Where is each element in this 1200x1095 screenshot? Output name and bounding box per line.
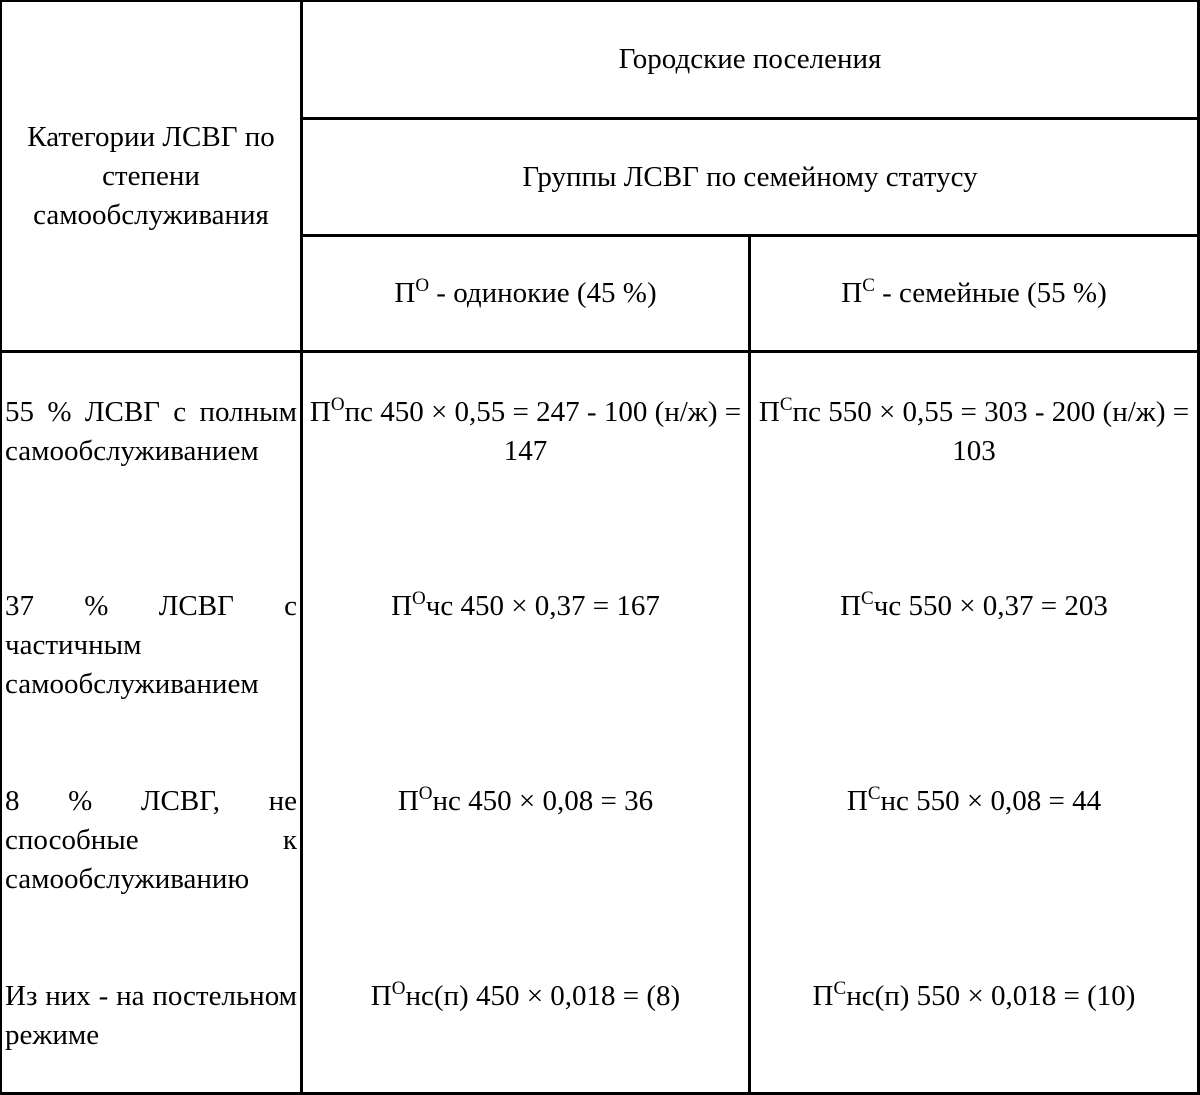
header-category-label: Категории ЛСВГ по степени самообслуживания bbox=[27, 120, 275, 231]
header-single-label: $П^О$ - одинокие (45 %) bbox=[394, 275, 657, 309]
row-3-single: $П^Онс$ 450 × 0,08 = 36 bbox=[397, 783, 654, 817]
header-groups-cell bbox=[303, 120, 1197, 234]
header-settlement-label: Городские поселения bbox=[618, 43, 882, 75]
row-4-family: $П^Снс(п) 550 \times 0,018 = (10)$ bbox=[812, 978, 1136, 1012]
row-2-single: $П^Очс$ 450 × 0,37 = 167 bbox=[391, 588, 660, 622]
row-2-family: $П^Счс$ 550 × 0,37 = 203 bbox=[840, 588, 1108, 622]
row-1-category: 55 % ЛСВГ с полным самообслуживанием bbox=[5, 396, 297, 467]
column-divider-2 bbox=[748, 236, 751, 1095]
row-4-category: Из них - на постельном режиме bbox=[5, 980, 297, 1051]
row-3-category: 8 % ЛСВГ, не способные к самообслуживанию bbox=[5, 785, 297, 895]
header-settlement-cell bbox=[303, 2, 1197, 117]
row-4-single: $П^Онс(п) 450 \times 0,018 = (8)$ bbox=[370, 978, 681, 1012]
row-2-category: 37 % ЛСВГ с частичным самообслуживанием bbox=[5, 590, 297, 700]
row-1-single: $П^Опс$ 450 × 0,55 = 247 - 100 (н/ж) = 147 bbox=[309, 394, 742, 467]
header-bottom-divider bbox=[0, 350, 1200, 353]
header-single-cell bbox=[303, 237, 748, 350]
header-groups-label: Группы ЛСВГ по семейному статусу bbox=[522, 160, 978, 193]
header-family-label: $П^С$ - семейные (55 %) bbox=[841, 275, 1107, 309]
row-3-family: $П^Снс$ 550 × 0,08 = 44 bbox=[846, 783, 1102, 817]
header-category-cell bbox=[2, 2, 300, 350]
header-family-cell bbox=[751, 237, 1197, 350]
row-1-family: $П^Спс$ 550 × 0,55 = 303 - 200 (н/ж) = 103 bbox=[758, 394, 1190, 467]
